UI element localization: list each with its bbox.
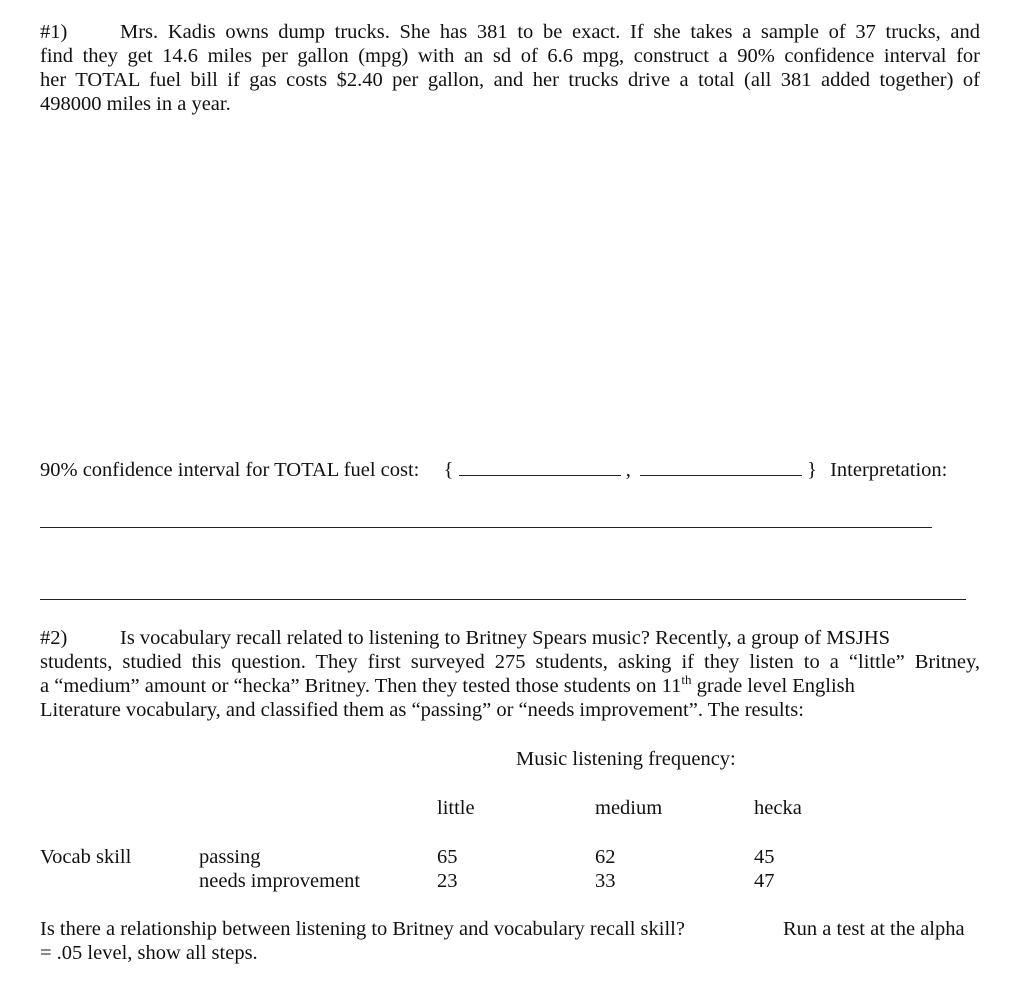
q2-line-4: Literature vocabulary, and classified them as “passing” or “needs improvement”. The results:: [40, 699, 804, 721]
col-header-little: little: [437, 797, 475, 819]
q2-question-line-2: = .05 level, show all steps.: [40, 942, 258, 964]
q2-question-part-2: Run a test at the alpha: [783, 918, 965, 940]
ci-label: 90% confidence interval for TOTAL fuel cost:: [40, 459, 420, 481]
ci-comma: ,: [625, 459, 631, 481]
q2-line-2: students, studied this question. They first surveyed 275 students, asking if they listen to a “little” Britney,: [40, 651, 980, 673]
q2-question-part-1: Is there a relationship between listening to Britney and vocabulary recall skill?: [40, 918, 685, 940]
ci-upper-blank[interactable]: [640, 457, 802, 476]
ci-open-brace: {: [443, 459, 454, 481]
q2-number: #2): [40, 627, 68, 649]
q1-line-1: #1) Mrs. Kadis owns dump trucks. She has 381 to be exact. If she takes a sample of 37 trucks, and: [40, 21, 980, 43]
question-2: [40, 626, 980, 722]
question-1: [40, 20, 980, 116]
interpretation-label: Interpretation:: [830, 459, 948, 481]
ci-lower-blank[interactable]: [459, 457, 621, 476]
row-group-label: Vocab skill: [40, 846, 132, 868]
cell-needs-hecka: 47: [754, 870, 775, 892]
q2-line-1: #2) Is vocabulary recall related to listening to Britney Spears music? Recently, a group of MSJHS: [40, 627, 891, 649]
q1-line-4: 498000 miles in a year.: [40, 93, 231, 115]
row-label-needs-improvement: needs improvement: [199, 870, 361, 892]
col-header-hecka: hecka: [754, 797, 802, 819]
interpretation-blank-line-2[interactable]: [40, 599, 966, 600]
col-header-medium: medium: [595, 797, 663, 819]
cell-needs-medium: 33: [595, 870, 616, 892]
table-column-header: Music listening frequency:: [516, 748, 736, 770]
q1-line-2: find they get 14.6 miles per gallon (mpg) with an sd of 6.6 mpg, construct a 90% confidence interval for: [40, 45, 980, 67]
cell-needs-little: 23: [437, 870, 458, 892]
ci-close-brace: }: [807, 459, 817, 481]
q1-number: #1): [40, 21, 68, 43]
row-label-passing: passing: [199, 846, 261, 868]
ci-answer-line: [40, 457, 947, 482]
superscript-th: th: [681, 672, 692, 688]
q2-line-3: a “medium” amount or “hecka” Britney. Then they tested those students on 11th grade level English: [40, 672, 855, 697]
cell-passing-hecka: 45: [754, 846, 775, 868]
q1-line-3: her TOTAL fuel bill if gas costs $2.40 per gallon, and her trucks drive a total (all 381 added together) of: [40, 69, 980, 91]
cell-passing-medium: 62: [595, 846, 616, 868]
cell-passing-little: 65: [437, 846, 458, 868]
interpretation-blank-line-1[interactable]: [40, 527, 932, 528]
